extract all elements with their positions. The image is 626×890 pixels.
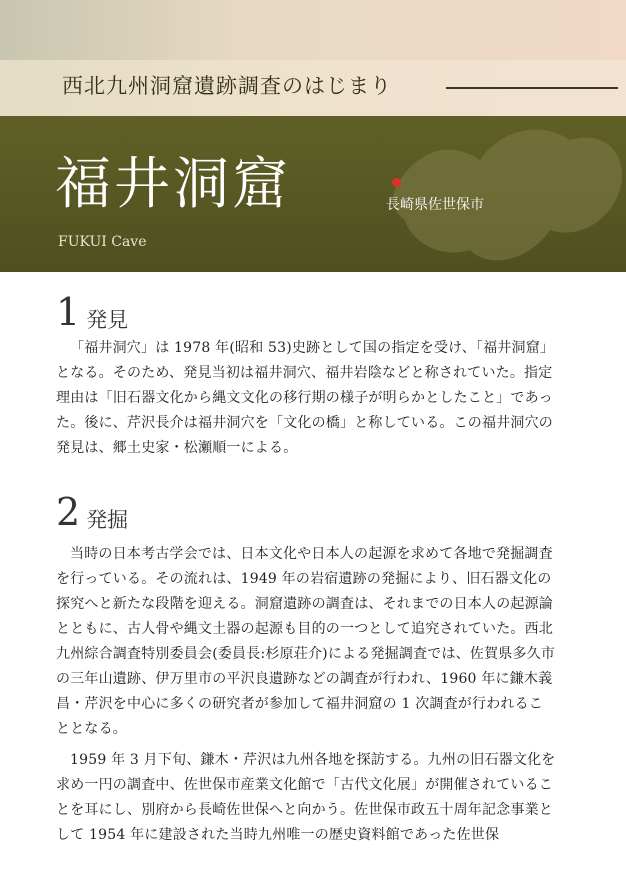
- section-heading-excavation: [56, 490, 128, 534]
- paragraph: 当時の日本考古学会では、日本文化や日本人の起源を求めて各地で発掘調査を行っている。その流れは、1949 年の岩宿遺跡の発掘により、旧石器文化の探究へと新たな段階を迎える。洞窟遺跡の調査は、それまでの日本人の起源論とともに、古人骨や縄文土器の起源も目的の一つとして追究されていた。西北九州綜合調査特別委員会(委員長:杉原荘介)による発掘調査では、佐賀県多久市の三年山遺跡、伊万里市の平沢良遺跡などの調査が行われ、1960 年に鎌木義昌・芹沢を中心に多くの研究者が参加して福井洞窟の 1 次調査が行われることとなる。: [56, 546, 556, 737]
- english-title: FUKUI Cave: [58, 234, 147, 250]
- section-number: 1: [56, 290, 81, 334]
- series-subtitle: 西北九州洞窟遺跡調査のはじまり: [62, 74, 392, 98]
- section-body-excavation: [56, 542, 556, 848]
- section-number: 2: [56, 490, 81, 534]
- section-label: 発掘: [86, 508, 129, 532]
- page-title: 福井洞窟: [55, 152, 291, 217]
- section-label: 発見: [86, 308, 129, 332]
- paragraph: 「福井洞穴」は 1978 年(昭和 53)史跡として国の指定を受け、「福井洞窟」となる。そのため、発見当初は福井洞穴、福井岩陰などと称されていた。指定理由は「旧石器文化から縄文文化の移行期の様子が明らかとしたこと」であった。後に、芹沢長介は福井洞穴を「文化の橋」と称している。この福井洞穴の発見は、郷土史家・松瀬順一による。: [56, 340, 555, 456]
- location-marker-icon: [392, 178, 401, 187]
- header-banner: [0, 0, 626, 272]
- section-heading-discovery: [56, 290, 128, 334]
- subtitle-rule: [446, 87, 618, 89]
- location-label: 長崎県佐世保市: [386, 197, 484, 213]
- paragraph: 1959 年 3 月下旬、鎌木・芹沢は九州各地を探訪する。九州の旧石器文化を求め一円の調査中、佐世保市産業文化館で「古代文化展」が開催されていることを耳にし、別府から長崎佐世保へと向かう。佐世保市政五十周年記念事業として 1954 年に建設された当時九州唯一の歴史資料館であった佐世保: [56, 752, 556, 843]
- section-body-discovery: [56, 336, 556, 461]
- header-top-band: [0, 0, 626, 60]
- map-silhouette: [380, 110, 626, 272]
